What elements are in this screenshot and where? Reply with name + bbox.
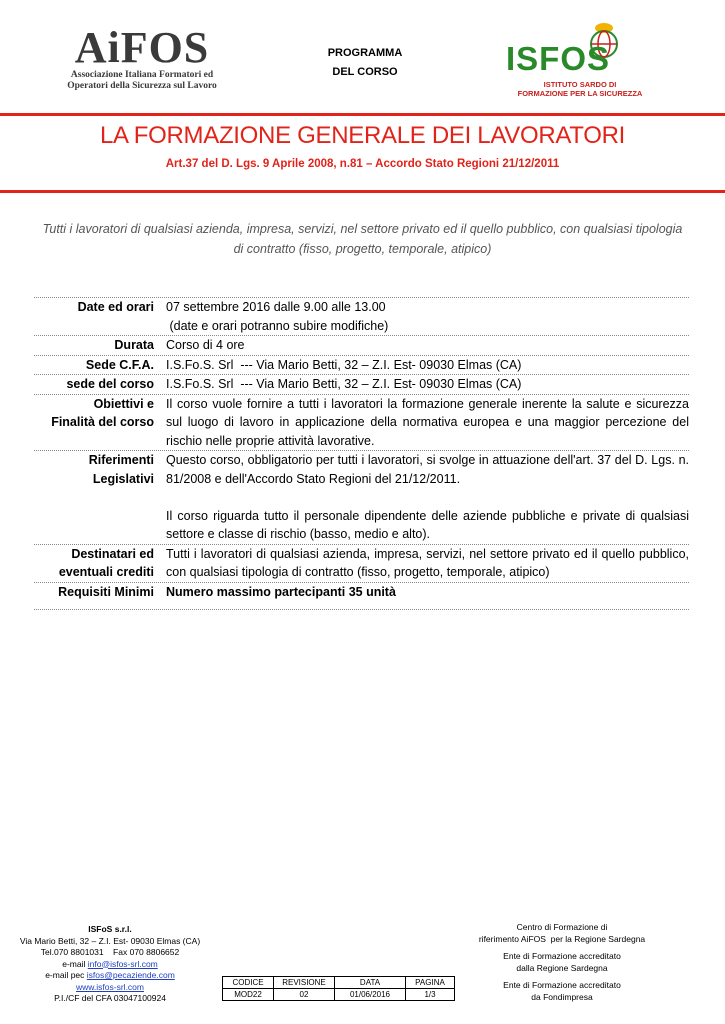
footer-email-label: e-mail xyxy=(62,958,88,969)
detail-row-date xyxy=(34,297,689,335)
program-heading-line-1: PROGRAMMA xyxy=(327,47,403,59)
footer-address: Via Mario Betti, 32 – Z.I. Est- 09030 Elmas (CA) xyxy=(19,935,201,946)
footer-pec-link[interactable]: isfos@pecaziende.com xyxy=(86,970,175,980)
accreditation-line: riferimento AiFOS per la Regione Sardegna xyxy=(478,933,646,944)
footer-vat: P.I./CF del CFA 03047100924 xyxy=(54,993,166,1003)
aifos-logo xyxy=(62,23,222,92)
footer-pec-label: e-mail pec xyxy=(45,970,87,980)
document-code-value: 1/3 xyxy=(406,989,455,1001)
document-code-value: MOD22 xyxy=(223,989,274,1001)
detail-row-sede-corso xyxy=(34,374,689,394)
date-line: 07 settembre 2016 dalle 9.00 alle 13.00 xyxy=(166,300,386,314)
isfos-logo-tagline xyxy=(506,80,654,98)
date-note: (date e orari potranno subire modifiche) xyxy=(166,318,389,333)
detail-label-line-2: Finalità del corso xyxy=(51,415,154,429)
accreditation-line: da Fondimpresa xyxy=(531,991,593,1002)
detail-value: Corso di 4 ore xyxy=(166,338,245,352)
document-code-header: CODICE xyxy=(223,977,274,989)
footer-phone-fax: Tel.070 8801031 Fax 070 8806652 xyxy=(40,947,180,957)
detail-label-line-1: Destinatari ed xyxy=(71,546,154,561)
detail-row-requirements xyxy=(34,582,689,611)
detail-value: I.S.Fo.S. Srl --- Via Mario Betti, 32 – Z.I. Est- 09030 Elmas (CA) xyxy=(166,357,522,372)
footer-website-line xyxy=(10,982,210,994)
document-code-table xyxy=(222,976,455,1001)
detail-row-legal xyxy=(34,450,689,544)
footer-accreditations xyxy=(462,922,662,1009)
footer-company-name: ISFoS s.r.l. xyxy=(88,924,132,934)
detail-row-recipients xyxy=(34,544,689,582)
detail-label: Requisiti Minimi xyxy=(58,584,154,599)
accreditation-line: Ente di Formazione accreditato xyxy=(503,951,621,961)
document-code-value: 01/06/2016 xyxy=(335,989,406,1001)
isfos-logo-tagline-2: FORMAZIONE PER LA SICUREZZA xyxy=(517,89,643,98)
document-code-value: 02 xyxy=(274,989,335,1001)
aifos-logo-wordmark: AiFOS xyxy=(74,23,210,72)
page-title: LA FORMAZIONE GENERALE DEI LAVORATORI xyxy=(99,122,626,149)
program-heading xyxy=(290,44,440,82)
footer-company-info xyxy=(10,924,210,1005)
document-code-header: PAGINA xyxy=(406,977,455,989)
detail-label: Riferimenti Legislativi xyxy=(88,453,154,486)
accreditation-aifos xyxy=(462,922,662,945)
accreditation-fondimpresa xyxy=(462,980,662,1003)
document-code-header: DATA xyxy=(335,977,406,989)
detail-label xyxy=(34,395,166,451)
detail-value: I.S.Fo.S. Srl --- Via Mario Betti, 32 – Z.I. Est- 09030 Elmas (CA) xyxy=(166,377,522,391)
detail-row-sede-cfa xyxy=(34,355,689,375)
legal-paragraph-1: Questo corso, obbligatorio per tutti i lavoratori, si svolge in attuazione dell'art. 37 del D. Lgs. n. 81/2008 e dell'Accordo Stato Regioni del 21/12/2011. xyxy=(166,453,689,486)
isfos-logo xyxy=(500,20,655,100)
aifos-logo-subtitle-1: Associazione Italiana Formatori ed xyxy=(70,70,214,80)
detail-label xyxy=(34,545,166,582)
detail-label: Sede C.F.A. xyxy=(85,357,154,372)
header-divider-top xyxy=(0,113,725,116)
detail-label-line-1: Obiettivi e xyxy=(93,396,154,411)
footer-email-line xyxy=(10,959,210,971)
program-heading-line-2: DEL CORSO xyxy=(332,66,398,78)
footer-pec-line xyxy=(10,970,210,982)
detail-value: Numero massimo partecipanti 35 unità xyxy=(166,584,396,599)
detail-row-objectives xyxy=(34,394,689,451)
footer-website-link[interactable]: www.isfos-srl.com xyxy=(75,981,144,992)
detail-label: Durata xyxy=(114,338,154,352)
accreditation-regione xyxy=(462,951,662,974)
detail-label: Date ed orari xyxy=(77,300,154,314)
detail-value: Tutti i lavoratori di qualsiasi azienda, impresa, servizi, nel settore privato ed il quello pubblico, con qualsiasi tipologia di contratto (fisso, progetto, temporale, atipico) xyxy=(166,546,689,579)
header-divider-bottom xyxy=(0,190,725,193)
target-audience: Tutti i lavoratori di qualsiasi azienda, impresa, servizi, nel settore privato ed il quello pubblico, con qualsiasi tipologia di contratto (fisso, progetto, temporale, atipico) xyxy=(42,222,683,256)
isfos-logo-wordmark: ISFOS xyxy=(506,40,611,77)
document-code-header-row xyxy=(223,977,455,989)
page-subtitle: Art.37 del D. Lgs. 9 Aprile 2008, n.81 – Accordo Stato Regioni 21/12/2011 xyxy=(165,158,560,170)
document-code-value-row xyxy=(223,989,455,1001)
document-code-header: REVISIONE xyxy=(274,977,335,989)
detail-value: Il corso vuole fornire a tutti i lavoratori la formazione generale inerente la salute e sicurezza sul luogo di lavoro in applicazione della normativa europea e una maggior percezione del rischio nelle proprie attività lavorative. xyxy=(166,396,689,448)
accreditation-line: Centro di Formazione di xyxy=(516,922,608,932)
course-details xyxy=(34,297,689,610)
legal-paragraph-2: Il corso riguarda tutto il personale dipendente delle aziende pubbliche e private di qualsiasi settore e classe di rischio (basso, medio e alto). xyxy=(166,508,689,541)
isfos-logo-tagline-1: ISTITUTO SARDO DI xyxy=(543,80,617,89)
accreditation-line: dalla Regione Sardegna xyxy=(516,962,608,973)
detail-value xyxy=(166,298,689,335)
detail-label: sede del corso xyxy=(66,377,154,391)
paragraph-spacer xyxy=(166,488,689,507)
accreditation-line: Ente di Formazione accreditato xyxy=(503,980,621,990)
footer-email-link[interactable]: info@isfos-srl.com xyxy=(87,958,158,969)
detail-row-duration xyxy=(34,335,689,355)
detail-label-line-2: eventuali crediti xyxy=(58,565,154,579)
aifos-logo-subtitle-2: Operatori della Sicurezza sul Lavoro xyxy=(67,81,217,91)
detail-value xyxy=(166,451,689,544)
